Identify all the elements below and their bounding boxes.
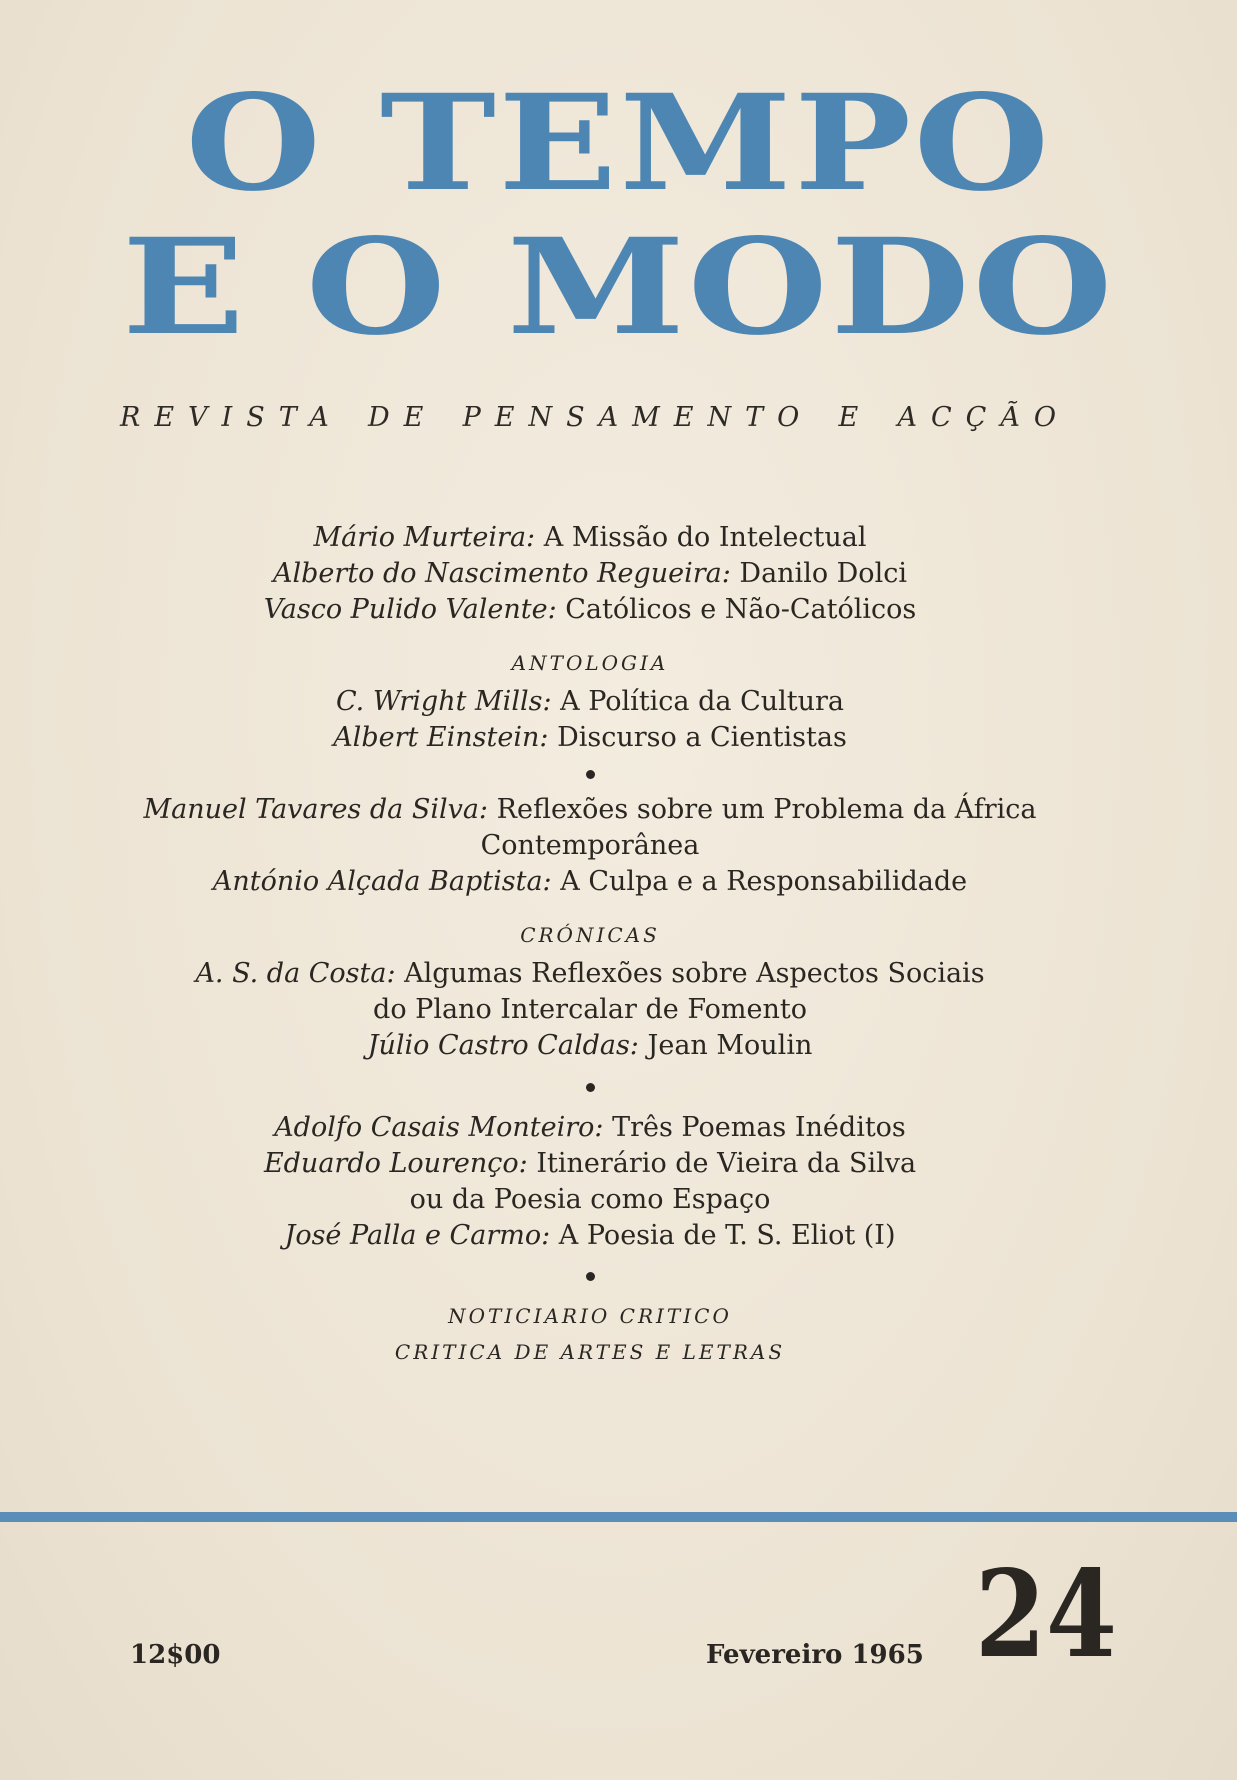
contents-entry xyxy=(110,720,1070,756)
entry-title: Discurso a Cientistas xyxy=(557,722,847,753)
contents-entry xyxy=(110,592,1070,628)
entry-author: Vasco Pulido Valente: xyxy=(263,594,557,625)
issue-date: Fevereiro 1965 xyxy=(706,1640,924,1670)
subtitle xyxy=(120,402,1070,433)
entry-author: Adolfo Casais Monteiro: xyxy=(274,1112,604,1143)
separator xyxy=(110,1064,1070,1110)
entry-title-continued: Contemporânea xyxy=(480,830,700,861)
entry-title: Católicos e Não-Católicos xyxy=(565,594,917,625)
entry-author: A. S. da Costa: xyxy=(195,958,396,989)
entry-title: Itinerário de Vieira da Silva xyxy=(536,1148,917,1179)
divider-rule xyxy=(0,1512,1237,1522)
subtitle-word: E xyxy=(838,402,873,433)
critica-heading: CRITICA DE ARTES E LETRAS xyxy=(394,1340,786,1364)
entry-title: Reflexões sobre um Problema da África xyxy=(496,794,1037,825)
issue-number: 24 xyxy=(975,1544,1117,1685)
entry-title: A Culpa e a Responsabilidade xyxy=(560,866,968,897)
subtitle-word: REVISTA xyxy=(120,402,343,433)
price: 12$00 xyxy=(130,1640,221,1670)
masthead-line-2: E O MODO xyxy=(121,210,1116,365)
entry-title: A Poesia de T. S. Eliot (I) xyxy=(558,1220,896,1251)
entry-author: Júlio Castro Caldas: xyxy=(367,1030,639,1061)
contents-entry xyxy=(110,956,1070,992)
contents-entry xyxy=(110,792,1070,828)
entry-author: Manuel Tavares da Silva: xyxy=(143,794,489,825)
masthead-line-1: O TEMPO xyxy=(185,66,1052,221)
entry-title: Jean Moulin xyxy=(647,1030,813,1061)
subtitle-word: PENSAMENTO xyxy=(462,402,814,433)
contents-entry xyxy=(110,556,1070,592)
entry-author: C. Wright Mills: xyxy=(335,686,552,717)
entry-title: A Missão do Intelectual xyxy=(543,522,867,553)
entry-title-continued: ou da Poesia como Espaço xyxy=(409,1184,771,1215)
separator-dot xyxy=(586,770,595,779)
entry-title: A Política da Cultura xyxy=(560,686,844,717)
cronicas-heading: CRÓNICAS xyxy=(520,923,660,947)
antologia-heading: ANTOLOGIA xyxy=(511,651,669,675)
separator-dot xyxy=(586,1083,595,1092)
contents-entry xyxy=(110,864,1070,900)
entry-author: António Alçada Baptista: xyxy=(212,866,552,897)
contents-entry xyxy=(110,520,1070,556)
contents-entry xyxy=(110,684,1070,720)
subtitle-word: DE xyxy=(368,402,438,433)
entry-title: Danilo Dolci xyxy=(739,558,907,589)
entry-author: Eduardo Lourenço: xyxy=(263,1148,528,1179)
noticiario-heading: NOTICIARIO CRITICO xyxy=(448,1304,732,1328)
contents-entry xyxy=(110,1146,1070,1182)
separator xyxy=(110,1254,1070,1298)
entry-title-continued: do Plano Intercalar de Fomento xyxy=(373,994,807,1025)
entry-title: Algumas Reflexões sobre Aspectos Sociais xyxy=(404,958,985,989)
entry-author: Mário Murteira: xyxy=(313,522,536,553)
entry-author: Albert Einstein: xyxy=(333,722,549,753)
subtitle-word: ACÇÃO xyxy=(897,402,1070,433)
entry-author: José Palla e Carmo: xyxy=(284,1220,551,1251)
contents-entry xyxy=(110,1218,1070,1254)
contents-entry xyxy=(110,1110,1070,1146)
table-of-contents xyxy=(110,520,1070,1370)
contents-entry xyxy=(110,1028,1070,1064)
entry-author: Alberto do Nascimento Regueira: xyxy=(273,558,731,589)
separator xyxy=(110,756,1070,792)
separator-dot xyxy=(586,1272,595,1281)
entry-title: Três Poemas Inéditos xyxy=(612,1112,906,1143)
